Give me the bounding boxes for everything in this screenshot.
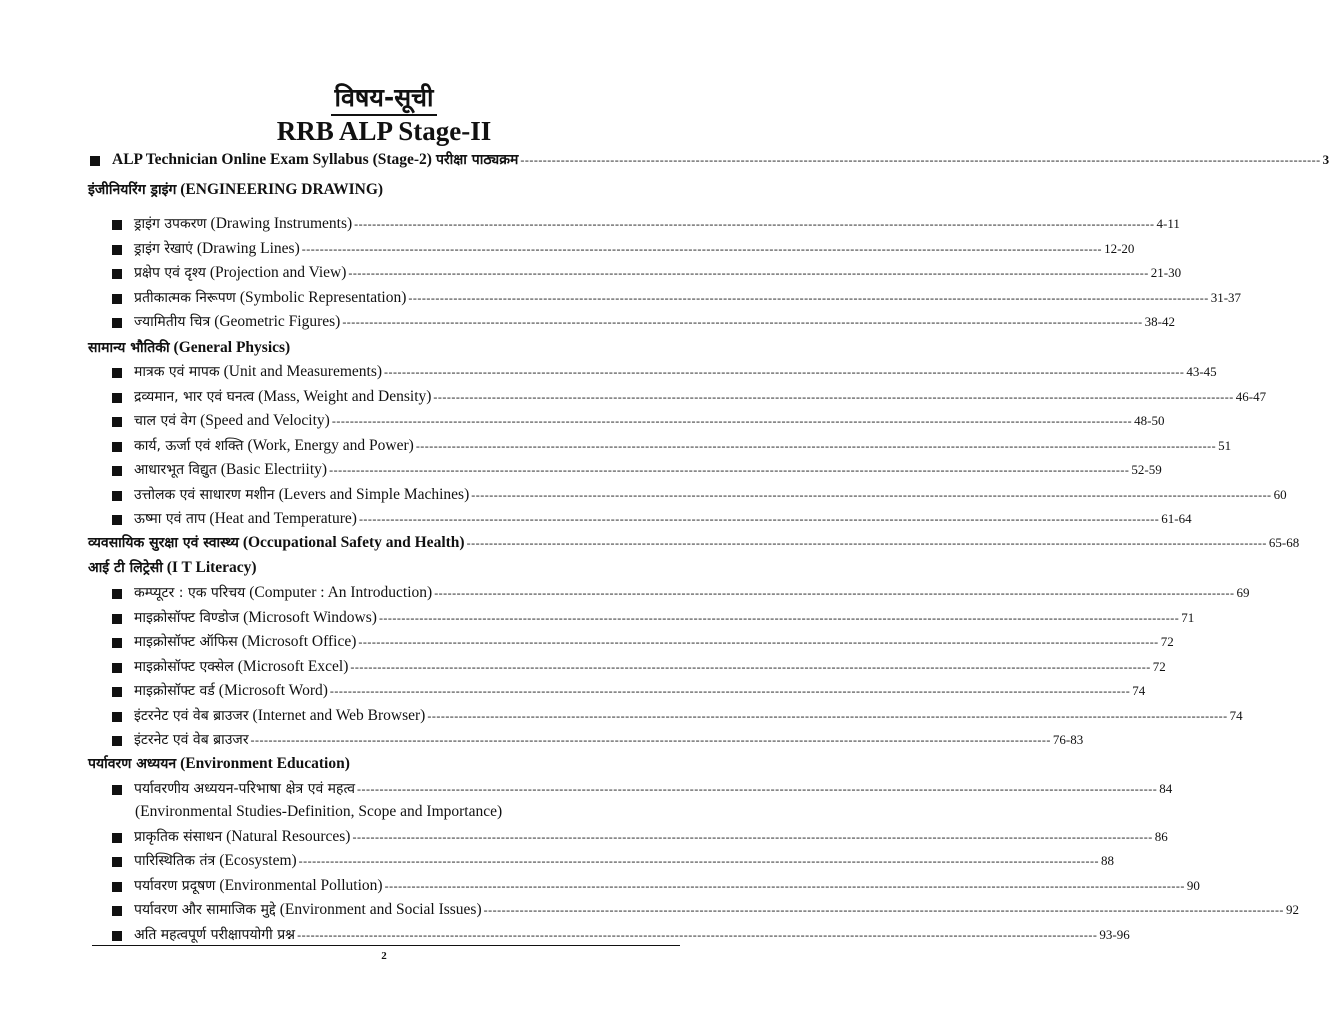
bullet-icon: [112, 833, 122, 843]
page-title-hindi: विषय-सूची: [0, 80, 768, 114]
toc-entry: [112, 876, 1200, 898]
entry-page: 84: [1159, 781, 1173, 796]
section-heading: इंजीनियरिंग ड्राइंग (ENGINEERING DRAWING): [88, 181, 384, 198]
bullet-icon: [112, 417, 122, 427]
bullet-icon: [112, 442, 122, 452]
entry-page: 52-59: [1131, 462, 1162, 477]
entry-title: ALP Technician Online Exam Syllabus (Stage-2): [112, 151, 432, 168]
entry-title-hindi: पर्यावरण प्रदूषण: [134, 878, 216, 894]
entry-title-english: (Drawing Lines): [196, 240, 300, 257]
bullet-icon: [112, 491, 122, 501]
leader-dots: [330, 684, 1130, 699]
toc-entry: [112, 239, 1135, 261]
toc-entry: [112, 657, 1166, 679]
entry-page: 48-50: [1134, 413, 1165, 428]
entry-page: 72: [1152, 659, 1166, 674]
bullet-icon: [112, 515, 122, 525]
section-heading: पर्यावरण अध्ययन (Environment Education): [88, 755, 350, 772]
leader-dots: [299, 854, 1099, 869]
entry-title-hindi: माइक्रोसॉफ्ट वर्ड: [134, 683, 215, 699]
entry-title-hindi: द्रव्यमान, भार एवं घनत्व: [134, 389, 255, 405]
bullet-icon: [112, 712, 122, 722]
leader-dots: [471, 488, 1271, 503]
entry-title-hindi: चाल एवं वेग: [134, 413, 197, 429]
toc-entry: [112, 436, 1232, 458]
section-heading-with-page: व्यवसायिक सुरक्षा एवं स्वास्थ्य (Occupational Safety and Health) ----- 65-68: [88, 533, 680, 555]
entry-title-english: (Environmental Pollution): [219, 877, 383, 894]
entry-page: 12-20: [1104, 241, 1135, 256]
bullet-icon: [90, 156, 100, 166]
entry-title-english: (Speed and Velocity): [200, 412, 330, 429]
entry-title-hindi: माइक्रोसॉफ्ट एक्सेल: [134, 659, 234, 675]
entry-title-hindi: पारिस्थितिक तंत्र: [134, 853, 216, 869]
bullet-icon: [112, 294, 122, 304]
entry-page: 86: [1154, 829, 1168, 844]
bullet-icon: [112, 882, 122, 892]
leader-dots: [408, 291, 1208, 306]
entry-title-english: (Ecosystem): [219, 852, 297, 869]
entry-title-english: (Computer : An Introduction): [249, 584, 433, 601]
entry-title-hindi: अति महत्वपूर्ण परीक्षापयोगी प्रश्न: [134, 927, 296, 943]
entry-title-hindi: परीक्षा पाठ्यक्रम: [435, 152, 519, 168]
toc-entry: [112, 214, 1180, 236]
bullet-icon: [112, 368, 122, 378]
toc-entry: [112, 925, 1130, 947]
toc-entry: [112, 900, 1299, 922]
section-heading: आई टी लिट्रेसी (I T Literacy): [88, 559, 257, 576]
leader-dots: [416, 439, 1216, 454]
entry-title-hindi: मात्रक एवं मापक: [134, 364, 220, 380]
bullet-icon: [112, 589, 122, 599]
entry-title-hindi: उत्तोलक एवं साधारण मशीन: [134, 487, 275, 503]
toc-entry: [112, 411, 1165, 433]
entry-title-hindi: इंटरनेट एवं वेब ब्राउजर: [134, 708, 249, 724]
leader-dots: [297, 928, 1097, 943]
leader-dots: [329, 463, 1129, 478]
toc-entry: [112, 779, 1173, 801]
toc-entry: [112, 632, 1174, 654]
entry-title-english: (Work, Energy and Power): [247, 437, 414, 454]
bullet-icon: [112, 614, 122, 624]
toc-entry: [112, 263, 1182, 285]
bullet-icon: [112, 906, 122, 916]
entry-title-english: (Natural Resources): [226, 828, 351, 845]
leader-dots: [384, 365, 1184, 380]
entry-page: 43-45: [1186, 364, 1217, 379]
entry-page: 92: [1285, 902, 1299, 917]
leader-dots: [302, 242, 1102, 257]
bullet-icon: [112, 393, 122, 403]
leader-dots: [359, 512, 1159, 527]
bullet-icon: [112, 269, 122, 279]
syllabus-entry: [90, 150, 1329, 172]
entry-title-english: (Environment and Social Issues): [279, 901, 482, 918]
entry-title-english: (Microsoft Windows): [243, 609, 377, 626]
entry-title-english: (Projection and View): [209, 264, 347, 281]
entry-title-hindi: प्रक्षेप एवं दृश्य: [134, 265, 206, 281]
toc-entry: [112, 485, 1287, 507]
entry-title-hindi: ज्यामितीय चित्र: [134, 314, 211, 330]
entry-title-hindi: पर्यावरण और सामाजिक मुद्दे: [134, 902, 276, 918]
footer-rule: [92, 945, 680, 946]
toc-entry: [112, 362, 1217, 384]
toc-entry: [112, 509, 1192, 531]
toc-entry: [112, 312, 1175, 334]
bullet-icon: [112, 663, 122, 673]
entry-page: 76-83: [1052, 732, 1084, 747]
toc-entry: [112, 681, 1146, 703]
toc-entry: [112, 583, 1250, 605]
entry-page: 31-37: [1210, 290, 1242, 305]
entry-title-english: (Microsoft Excel): [237, 658, 349, 675]
bullet-icon: [112, 736, 122, 746]
section-heading: सामान्य भौतिकी (General Physics): [88, 339, 291, 356]
entry-page: 74: [1229, 708, 1243, 723]
bullet-icon: [112, 931, 122, 941]
entry-page: 74: [1132, 683, 1146, 698]
bullet-icon: [112, 220, 122, 230]
leader-dots: [433, 390, 1233, 405]
entry-title-hindi: कम्प्यूटर : एक परिचय: [134, 585, 246, 601]
leader-dots: [357, 782, 1157, 797]
toc-entry: [112, 387, 1267, 409]
entry-title-hindi: पर्यावरणीय अध्ययन-परिभाषा क्षेत्र एवं महत्व: [134, 781, 355, 797]
bullet-icon: [112, 245, 122, 255]
entry-title-english: (Symbolic Representation): [239, 289, 407, 306]
bullet-icon: [112, 466, 122, 476]
entry-title-english: (Microsoft Office): [241, 633, 357, 650]
entry-page: 46-47: [1235, 389, 1267, 404]
toc-entry: [112, 706, 1243, 728]
bullet-icon: [112, 785, 122, 795]
bullet-icon: [112, 318, 122, 328]
leader-dots: [520, 153, 1320, 168]
toc-entry: [112, 730, 1084, 752]
entry-page: 93-96: [1099, 927, 1130, 942]
page-number: 2: [381, 950, 387, 962]
entry-page: 38-42: [1144, 314, 1175, 329]
leader-dots: [467, 536, 1267, 551]
entry-title-hindi: ड्राइंग रेखाएं: [134, 241, 193, 257]
entry-page: 88: [1100, 853, 1114, 868]
toc-entry: [112, 608, 1195, 630]
entry-page: 21-30: [1150, 265, 1182, 280]
leader-dots: [385, 879, 1185, 894]
page-title-english: RRB ALP Stage-II: [276, 116, 492, 146]
entry-subtitle: (Environmental Studies-Definition, Scope and Importance): [135, 803, 503, 820]
entry-title-english: (Unit and Measurements): [223, 363, 383, 380]
entry-title-english: (Heat and Temperature): [209, 510, 357, 527]
entry-title-hindi: कार्य, ऊर्जा एवं शक्ति: [134, 438, 244, 454]
bullet-icon: [112, 638, 122, 648]
entry-title-hindi: प्राकृतिक संसाधन: [134, 829, 223, 845]
entry-title-hindi: माइक्रोसॉफ्ट विण्डोज: [134, 610, 240, 626]
entry-title-english: (Internet and Web Browser): [252, 707, 426, 724]
entry-title-hindi: इंटरनेट एवं वेब ब्राउजर: [134, 732, 249, 748]
entry-page: 69: [1236, 585, 1250, 600]
entry-page: 72: [1160, 634, 1174, 649]
entry-title-english: (Drawing Instruments): [210, 215, 353, 232]
entry-title-english: (Levers and Simple Machines): [278, 486, 470, 503]
leader-dots: [342, 315, 1142, 330]
leader-dots: [484, 903, 1284, 918]
entry-title-hindi: माइक्रोसॉफ्ट ऑफिस: [134, 634, 238, 650]
entry-title-english: (Mass, Weight and Density): [258, 388, 432, 405]
entry-page: 51: [1218, 438, 1232, 453]
leader-dots: [348, 266, 1148, 281]
entry-title-hindi: ड्राइंग उपकरण: [134, 216, 207, 232]
leader-dots: [352, 830, 1152, 845]
entry-page: 60: [1273, 487, 1287, 502]
entry-title-english: (Geometric Figures): [214, 313, 341, 330]
entry-page: 90: [1186, 878, 1200, 893]
entry-title-hindi: आधारभूत विद्युत: [134, 462, 217, 478]
entry-title-english: (Basic Electriity): [220, 461, 328, 478]
entry-page: 3: [1322, 152, 1329, 167]
toc-entry: [112, 827, 1168, 849]
entry-title-hindi: प्रतीकात्मक निरूपण: [134, 290, 236, 306]
leader-dots: [251, 733, 1051, 748]
entry-title-hindi: ऊष्मा एवं ताप: [134, 511, 206, 527]
leader-dots: [350, 660, 1150, 675]
entry-page: 71: [1181, 610, 1195, 625]
leader-dots: [434, 586, 1234, 601]
leader-dots: [427, 709, 1227, 724]
leader-dots: [332, 414, 1132, 429]
entry-page: 4-11: [1156, 216, 1180, 231]
entry-title-english: (Microsoft Word): [218, 682, 328, 699]
leader-dots: [379, 611, 1179, 626]
entry-page: 61-64: [1161, 511, 1192, 526]
leader-dots: [358, 635, 1158, 650]
toc-entry: [112, 460, 1162, 482]
toc-entry: [112, 851, 1114, 873]
bullet-icon: [112, 687, 122, 697]
toc-entry: [112, 288, 1242, 310]
bullet-icon: [112, 857, 122, 867]
leader-dots: [354, 217, 1154, 232]
